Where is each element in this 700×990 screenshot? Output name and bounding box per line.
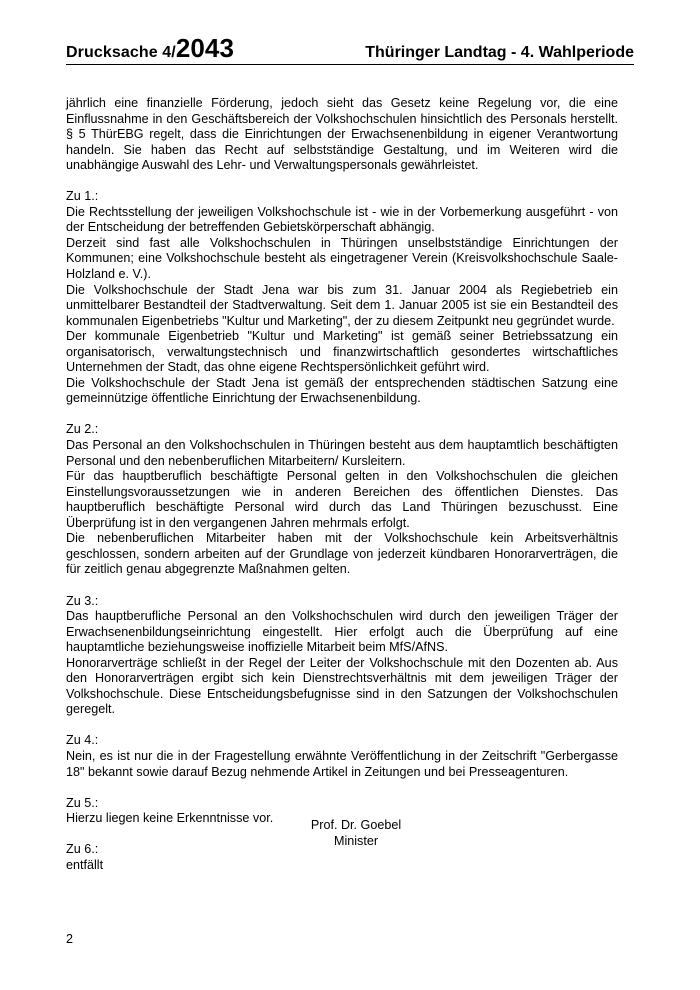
header-divider [66, 64, 634, 65]
section-paragraph: Derzeit sind fast alle Volkshochschulen in Thüringen unselbstständige Einrichtungen der Kommunen; eine Volkshochschule besteht als eingetragener Verein (Kreisvolkshochschule Saale-Holzland e. V.). [66, 235, 618, 282]
signature-block [0, 818, 700, 849]
signatory-name: Prof. Dr. Goebel [310, 818, 402, 832]
section-paragraph: Die Rechtsstellung der jeweiligen Volkshochschule ist - wie in der Vorbemerkung ausgeführt - von der Entscheidung der betreffenden Gebietskörperschaft abhängig. [66, 204, 618, 235]
section-paragraph: Das hauptberufliche Personal an den Volkshochschulen wird durch den jeweiligen Träger der Erwachsenenbildungseinrichtung eingestellt. Hier erfolgt auch die Überprüfung auf eine hauptamtliche beziehungsweise inoffizielle Mitarbeit beim MfS/AfNS. [66, 609, 618, 655]
section-heading: Zu 6.: [66, 842, 99, 857]
section-paragraph: entfällt [66, 857, 104, 872]
page-header [66, 34, 634, 62]
section-paragraph: Die Volkshochschule der Stadt Jena ist gemäß der entsprechenden städtischen Satzung eine gemeinnützige öffentliche Einrichtung der Erwachsenenbildung. [66, 375, 618, 406]
section-paragraph: Der kommunale Eigenbetrieb "Kultur und Marketing" ist gemäß seiner Betriebssatzung ein organisatorisch, verwaltungstechnisch und finanzwirtschaftlich gesondertes wirtschaftliches Unternehmen der Stadt, das ohne eigene Rechtspersönlichkeit geführt wird. [66, 329, 618, 375]
section-paragraph: Das Personal an den Volkshochschulen in Thüringen besteht aus dem hauptamtlich beschäftigten Personal und den nebenberuflichen Mitarbeitern/ Kursleitern. [66, 438, 618, 468]
document-number [66, 33, 235, 63]
page-number: 2 [66, 932, 74, 946]
section-paragraph: Nein, es ist nur die in der Fragestellung erwähnte Veröffentlichung in der Zeitschrift "Gerbergasse 18" bekannt sowie darauf Bezug nehmende Artikel in Zeitungen und bei Presseagenturen. [66, 748, 618, 779]
section-heading: Zu 4.: [66, 733, 99, 748]
section-heading: Zu 5.: [66, 795, 99, 810]
section-paragraph: Die Volkshochschule der Stadt Jena war bis zum 31. Januar 2004 als Regiebetrieb ein unmittelbarer Bestandteil der Stadtverwaltung. Seit dem 1. Januar 2005 ist sie ein Bestandteil des kommunalen Eigenbetriebs "Kultur und Marketing", der zu diesem Zeitpunkt neu gegründet wurde. [66, 282, 618, 328]
intro-paragraph: jährlich eine finanzielle Förderung, jedoch sieht das Gesetz keine Regelung vor, die eine Einflussnahme in den Geschäftsbereich der Volkshochschulen hinsichtlich des Personals herstellt. § 5 ThürEBG regelt, dass die Einrichtungen der Erwachsenenbildung in eigener Verantwortung handeln. Sie haben das Recht auf selbstständige Gestaltung, und im Weiteren wird die unabhängige Auswahl des Lehr- und Verwaltungspersonals gewährleistet. [66, 96, 618, 173]
section-heading: Zu 1.: [66, 189, 99, 204]
signatory-title: Minister [333, 833, 379, 848]
section-paragraph: Für das hauptberuflich beschäftigte Personal gelten in den Volkshochschulen die gleichen Einstellungsvoraussetzungen wie in anderen Bereichen des öffentlichen Dienstes. Das hauptberuflich beschäftigte Personal wird durch das Land Thüringen bezuschusst. Eine Überprüfung ist in den vergangenen Jahren mehrmals erfolgt. [66, 469, 618, 530]
section-heading: Zu 2.: [66, 422, 99, 437]
section-heading: Zu 3.: [66, 593, 99, 608]
document-number-value: 2043 [175, 33, 235, 63]
parliament-period: Thüringer Landtag - 4. Wahlperiode [365, 44, 634, 61]
section-paragraph: Die nebenberuflichen Mitarbeiter haben mit der Volkshochschule kein Arbeitsverhältnis geschlossen, sondern arbeiten auf der Grundlage von jederzeit kündbaren Honorarverträgen, die für zeitlich genau abgegrenzte Maßnahmen gelten. [66, 531, 618, 577]
section-paragraph: Honorarverträge schließt in der Regel der Leiter der Volkshochschule mit den Dozenten ab. Aus den Honorarverträgen ergibt sich kein Dienstrechtsverhältnis mit dem jeweiligen Träger der Volkshochschule. Diese Entscheidungsbefugnisse sind in den Satzungen der Volkshochschulen geregelt. [66, 655, 618, 717]
section-paragraph: Hierzu liegen keine Erkenntnisse vor. [66, 811, 274, 826]
document-number-prefix: Drucksache 4/ [66, 44, 176, 61]
document-body [66, 96, 618, 873]
